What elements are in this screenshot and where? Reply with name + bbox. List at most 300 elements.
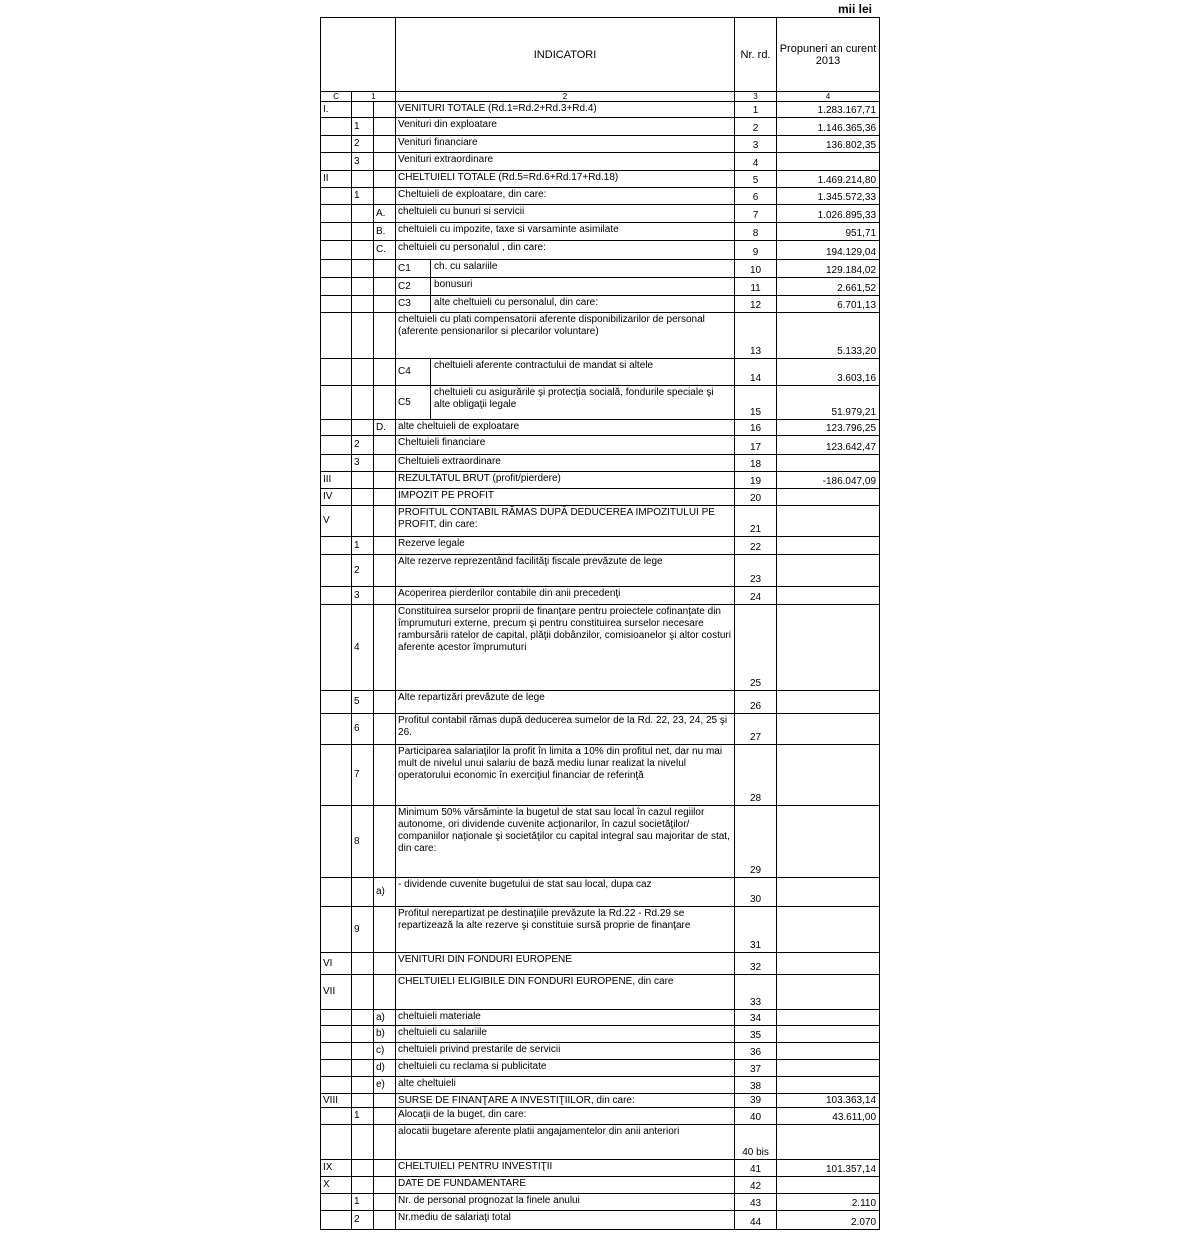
table-row bbox=[321, 1160, 880, 1177]
subsection-cell bbox=[352, 313, 374, 359]
section-cell bbox=[321, 188, 352, 205]
letter-cell bbox=[374, 1160, 396, 1177]
section-cell bbox=[321, 806, 352, 878]
table-row bbox=[321, 118, 880, 136]
table-row bbox=[321, 506, 880, 537]
row-number-cell: 30 bbox=[735, 878, 777, 907]
letter-cell bbox=[374, 1194, 396, 1211]
value-cell bbox=[777, 745, 880, 806]
indicator-cell bbox=[396, 386, 735, 420]
subsection-cell bbox=[352, 975, 374, 1010]
section-cell: VII bbox=[321, 975, 352, 1010]
subsection-cell: 1 bbox=[352, 188, 374, 205]
letter-cell bbox=[374, 506, 396, 537]
subsection-cell bbox=[352, 296, 374, 313]
section-cell: V bbox=[321, 506, 352, 537]
header-blank-cell bbox=[321, 18, 396, 92]
section-cell bbox=[321, 1026, 352, 1043]
column-index: 3 bbox=[735, 92, 777, 102]
section-cell: II bbox=[321, 171, 352, 188]
indicator-text: - dividende cuvenite bugetului de stat sau local, dupa caz bbox=[396, 878, 735, 907]
letter-cell: d) bbox=[374, 1060, 396, 1077]
value-cell bbox=[777, 806, 880, 878]
section-cell bbox=[321, 1060, 352, 1077]
subsection-cell bbox=[352, 953, 374, 975]
subsection-cell: 5 bbox=[352, 691, 374, 714]
header-indicatori: INDICATORI bbox=[396, 18, 735, 92]
subsection-cell: 1 bbox=[352, 1108, 374, 1125]
letter-cell bbox=[374, 907, 396, 953]
subsection-cell bbox=[352, 241, 374, 260]
indicator-cell bbox=[396, 278, 735, 296]
section-cell: VI bbox=[321, 953, 352, 975]
table-row bbox=[321, 975, 880, 1010]
table-row bbox=[321, 878, 880, 907]
letter-cell bbox=[374, 455, 396, 472]
row-number-cell: 28 bbox=[735, 745, 777, 806]
value-cell bbox=[777, 555, 880, 587]
subsection-cell bbox=[352, 420, 374, 436]
section-cell bbox=[321, 386, 352, 420]
subsection-cell: 2 bbox=[352, 136, 374, 153]
subcode-cell: C2 bbox=[396, 278, 431, 295]
indicator-text: VENITURI TOTALE (Rd.1=Rd.2+Rd.3+Rd.4) bbox=[396, 102, 735, 118]
indicator-text: IMPOZIT PE PROFIT bbox=[396, 489, 735, 506]
row-number-cell: 33 bbox=[735, 975, 777, 1010]
letter-cell bbox=[374, 745, 396, 806]
subcode-cell: C1 bbox=[396, 260, 431, 277]
table-row bbox=[321, 1194, 880, 1211]
value-cell bbox=[777, 975, 880, 1010]
indicator-text: Venituri din exploatare bbox=[396, 118, 735, 136]
subsection-cell bbox=[352, 1043, 374, 1060]
section-cell bbox=[321, 1108, 352, 1125]
row-number-cell: 5 bbox=[735, 171, 777, 188]
value-cell bbox=[777, 1125, 880, 1160]
indicator-text: cheltuieli cu reclama si publicitate bbox=[396, 1060, 735, 1077]
letter-cell bbox=[374, 1094, 396, 1108]
subsection-cell: 2 bbox=[352, 1211, 374, 1230]
table-row bbox=[321, 555, 880, 587]
value-cell: 2.661,52 bbox=[777, 278, 880, 296]
letter-cell bbox=[374, 714, 396, 745]
section-cell bbox=[321, 605, 352, 691]
row-number-cell: 14 bbox=[735, 359, 777, 386]
value-cell: 1.283.167,71 bbox=[777, 102, 880, 118]
letter-cell bbox=[374, 313, 396, 359]
table-row bbox=[321, 489, 880, 506]
value-cell bbox=[777, 1010, 880, 1026]
row-number-cell: 25 bbox=[735, 605, 777, 691]
budget-table-body bbox=[321, 18, 880, 1230]
letter-cell bbox=[374, 436, 396, 455]
value-cell: 43.611,00 bbox=[777, 1108, 880, 1125]
indicator-text: Nr.mediu de salariaţi total bbox=[396, 1211, 735, 1230]
letter-cell: a) bbox=[374, 1010, 396, 1026]
value-cell bbox=[777, 1077, 880, 1094]
value-cell bbox=[777, 537, 880, 555]
value-cell bbox=[777, 455, 880, 472]
subcode-cell: C5 bbox=[396, 386, 431, 419]
subsection-cell: 1 bbox=[352, 537, 374, 555]
table-row bbox=[321, 386, 880, 420]
row-number-cell: 21 bbox=[735, 506, 777, 537]
section-cell bbox=[321, 223, 352, 241]
table-row bbox=[321, 223, 880, 241]
indicator-text: Profitul contabil rămas după deducerea sumelor de la Rd. 22, 23, 24, 25 şi 26. bbox=[396, 714, 735, 745]
indicator-text: Venituri extraordinare bbox=[396, 153, 735, 171]
section-cell bbox=[321, 296, 352, 313]
row-number-cell: 41 bbox=[735, 1160, 777, 1177]
value-cell bbox=[777, 714, 880, 745]
section-cell bbox=[321, 1125, 352, 1160]
indicator-text: cheltuieli cu bunuri si servicii bbox=[396, 205, 735, 223]
value-cell: 6.701,13 bbox=[777, 296, 880, 313]
section-cell bbox=[321, 420, 352, 436]
value-cell: 123.642,47 bbox=[777, 436, 880, 455]
row-number-cell: 3 bbox=[735, 136, 777, 153]
section-cell bbox=[321, 260, 352, 278]
letter-cell bbox=[374, 555, 396, 587]
value-cell: 101.357,14 bbox=[777, 1160, 880, 1177]
subcode-cell: C4 bbox=[396, 359, 431, 385]
letter-cell bbox=[374, 1125, 396, 1160]
row-number-cell: 17 bbox=[735, 436, 777, 455]
section-cell bbox=[321, 205, 352, 223]
indicator-cell bbox=[396, 296, 735, 313]
value-cell bbox=[777, 1177, 880, 1194]
section-cell: I. bbox=[321, 102, 352, 118]
subsection-cell: 3 bbox=[352, 455, 374, 472]
table-row bbox=[321, 241, 880, 260]
value-cell bbox=[777, 907, 880, 953]
value-cell bbox=[777, 587, 880, 605]
letter-cell bbox=[374, 260, 396, 278]
indicator-text: PROFITUL CONTABIL RĂMAS DUPĂ DEDUCEREA IMPOZITULUI PE PROFIT, din care: bbox=[396, 506, 735, 537]
row-number-cell: 32 bbox=[735, 953, 777, 975]
subsection-cell: 1 bbox=[352, 118, 374, 136]
indicator-text: CHELTUIELI PENTRU INVESTIŢII bbox=[396, 1160, 735, 1177]
letter-cell bbox=[374, 806, 396, 878]
value-cell: 1.146.365,36 bbox=[777, 118, 880, 136]
table-row bbox=[321, 188, 880, 205]
row-number-cell: 43 bbox=[735, 1194, 777, 1211]
table-row bbox=[321, 953, 880, 975]
value-cell: 951,71 bbox=[777, 223, 880, 241]
table-row bbox=[321, 1026, 880, 1043]
letter-cell bbox=[374, 472, 396, 489]
section-cell bbox=[321, 555, 352, 587]
row-number-cell: 38 bbox=[735, 1077, 777, 1094]
table-row bbox=[321, 714, 880, 745]
value-cell: 136.802,35 bbox=[777, 136, 880, 153]
table-row bbox=[321, 420, 880, 436]
letter-cell bbox=[374, 188, 396, 205]
indicator-subgrid bbox=[396, 278, 734, 295]
table-row bbox=[321, 455, 880, 472]
table-row bbox=[321, 260, 880, 278]
section-cell bbox=[321, 691, 352, 714]
indicator-text: alte cheltuieli de exploatare bbox=[396, 420, 735, 436]
subsection-cell bbox=[352, 1094, 374, 1108]
subsection-cell bbox=[352, 223, 374, 241]
row-number-cell: 27 bbox=[735, 714, 777, 745]
letter-cell bbox=[374, 691, 396, 714]
unit-label: mii lei bbox=[838, 2, 873, 16]
table-row bbox=[321, 1060, 880, 1077]
subsection-cell bbox=[352, 102, 374, 118]
indicator-text: cheltuieli cu asigurările şi protecţia socială, fondurile speciale şi alte obligaţii legale bbox=[434, 387, 714, 410]
letter-cell bbox=[374, 278, 396, 296]
letter-cell: e) bbox=[374, 1077, 396, 1094]
subsection-cell bbox=[352, 1177, 374, 1194]
letter-cell bbox=[374, 489, 396, 506]
indicator-text: CHELTUIELI ELIGIBILE DIN FONDURI EUROPENE, din care bbox=[396, 975, 735, 1010]
indicator-text: Alte rezerve reprezentând facilităţi fiscale prevăzute de lege bbox=[396, 555, 735, 587]
value-cell: 194.129,04 bbox=[777, 241, 880, 260]
section-cell: III bbox=[321, 472, 352, 489]
letter-cell bbox=[374, 537, 396, 555]
indicator-text: Alocaţii de la buget, din care: bbox=[396, 1108, 735, 1125]
indicator-subgrid bbox=[396, 359, 734, 385]
section-cell bbox=[321, 587, 352, 605]
subsection-cell bbox=[352, 1160, 374, 1177]
row-number-cell: 22 bbox=[735, 537, 777, 555]
value-cell bbox=[777, 1043, 880, 1060]
letter-cell: A. bbox=[374, 205, 396, 223]
subsection-cell bbox=[352, 878, 374, 907]
subsection-cell bbox=[352, 205, 374, 223]
table-row bbox=[321, 102, 880, 118]
letter-cell bbox=[374, 1211, 396, 1230]
subsection-cell: 3 bbox=[352, 587, 374, 605]
section-cell bbox=[321, 907, 352, 953]
section-cell: IV bbox=[321, 489, 352, 506]
row-number-cell: 18 bbox=[735, 455, 777, 472]
indicator-cell bbox=[396, 359, 735, 386]
subsection-cell bbox=[352, 171, 374, 188]
table-row bbox=[321, 605, 880, 691]
row-number-cell: 8 bbox=[735, 223, 777, 241]
table-row bbox=[321, 1094, 880, 1108]
header-propuneri: Propuneri an curent 2013 bbox=[777, 18, 880, 92]
letter-cell: a) bbox=[374, 878, 396, 907]
section-cell bbox=[321, 436, 352, 455]
value-cell bbox=[777, 1026, 880, 1043]
indicator-subgrid bbox=[396, 296, 734, 312]
subsection-cell bbox=[352, 278, 374, 296]
indicator-text: SURSE DE FINANŢARE A INVESTIŢIILOR, din care: bbox=[396, 1094, 735, 1108]
letter-cell bbox=[374, 1177, 396, 1194]
header-nr-rd: Nr. rd. bbox=[735, 18, 777, 92]
table-row bbox=[321, 171, 880, 188]
subsection-cell bbox=[352, 1026, 374, 1043]
section-cell bbox=[321, 1077, 352, 1094]
value-cell: 2.070 bbox=[777, 1211, 880, 1230]
row-number-cell: 4 bbox=[735, 153, 777, 171]
indicator-text: REZULTATUL BRUT (profit/pierdere) bbox=[396, 472, 735, 489]
indicator-text: cheltuieli cu plati compensatorii aferente disponibilizarilor de personal (aferente pensionarilor si plecarilor voluntare) bbox=[396, 313, 735, 359]
indicator-text: cheltuieli cu salariile bbox=[396, 1026, 735, 1043]
letter-cell: C. bbox=[374, 241, 396, 260]
row-number-cell: 34 bbox=[735, 1010, 777, 1026]
letter-cell: B. bbox=[374, 223, 396, 241]
indicator-text: Participarea salariaţilor la profit în limita a 10% din profitul net, dar nu mai mult de nivelul unui salariu de bază mediu lunar realizat la nivelul operatorului economic în exerciţiul financiar de referinţă bbox=[396, 745, 735, 806]
subsection-cell bbox=[352, 472, 374, 489]
table-row bbox=[321, 806, 880, 878]
letter-cell bbox=[374, 171, 396, 188]
row-number-cell: 7 bbox=[735, 205, 777, 223]
subsection-cell: 9 bbox=[352, 907, 374, 953]
row-number-cell: 9 bbox=[735, 241, 777, 260]
indicator-cell bbox=[396, 260, 735, 278]
row-number-cell: 1 bbox=[735, 102, 777, 118]
section-cell bbox=[321, 455, 352, 472]
table-row bbox=[321, 1177, 880, 1194]
table-row bbox=[321, 313, 880, 359]
indicator-subgrid bbox=[396, 386, 734, 419]
value-cell bbox=[777, 489, 880, 506]
letter-cell bbox=[374, 102, 396, 118]
row-number-cell: 36 bbox=[735, 1043, 777, 1060]
value-cell bbox=[777, 605, 880, 691]
indicator-text: Profitul nerepartizat pe destinaţiile prevăzute la Rd.22 - Rd.29 se repartizează la alte rezerve şi constituie sursă proprie de finanţare bbox=[396, 907, 735, 953]
letter-cell bbox=[374, 953, 396, 975]
section-cell bbox=[321, 745, 352, 806]
section-cell bbox=[321, 537, 352, 555]
subsection-cell: 8 bbox=[352, 806, 374, 878]
table-row bbox=[321, 296, 880, 313]
value-cell: 123.796,25 bbox=[777, 420, 880, 436]
table-row bbox=[321, 153, 880, 171]
indicator-text: cheltuieli aferente contractului de mandat si altele bbox=[434, 360, 654, 371]
subsection-cell bbox=[352, 260, 374, 278]
table-row bbox=[321, 205, 880, 223]
row-number-cell: 26 bbox=[735, 691, 777, 714]
letter-cell bbox=[374, 975, 396, 1010]
section-cell bbox=[321, 1010, 352, 1026]
letter-cell: b) bbox=[374, 1026, 396, 1043]
value-cell: 51.979,21 bbox=[777, 386, 880, 420]
value-cell: -186.047,09 bbox=[777, 472, 880, 489]
row-number-cell: 39 bbox=[735, 1094, 777, 1108]
row-number-cell: 12 bbox=[735, 296, 777, 313]
letter-cell bbox=[374, 587, 396, 605]
section-cell bbox=[321, 241, 352, 260]
indicator-text: Rezerve legale bbox=[396, 537, 735, 555]
table-row bbox=[321, 1010, 880, 1026]
subsection-cell: 2 bbox=[352, 436, 374, 455]
value-cell bbox=[777, 691, 880, 714]
indicator-text: Nr. de personal prognozat la finele anului bbox=[396, 1194, 735, 1211]
value-cell: 1.345.572,33 bbox=[777, 188, 880, 205]
indicator-text: Constituirea surselor proprii de finanţare pentru proiectele cofinanţate din împrumuturi externe, precum şi pentru constituirea surselor necesare rambursării ratelor de capital, plăţii dobânzilor, comisioanelor şi altor costuri aferente acestor împrumuturi bbox=[396, 605, 735, 691]
letter-cell bbox=[374, 1108, 396, 1125]
subsection-cell bbox=[352, 1060, 374, 1077]
subsection-cell: 6 bbox=[352, 714, 374, 745]
table-row bbox=[321, 472, 880, 489]
table-row bbox=[321, 587, 880, 605]
column-index: 2 bbox=[396, 92, 735, 102]
indicator-text: DATE DE FUNDAMENTARE bbox=[396, 1177, 735, 1194]
column-index: C bbox=[321, 92, 352, 102]
table-row bbox=[321, 745, 880, 806]
indicator-text: cheltuieli privind prestarile de servicii bbox=[396, 1043, 735, 1060]
value-cell: 2.110 bbox=[777, 1194, 880, 1211]
row-number-cell: 44 bbox=[735, 1211, 777, 1230]
row-number-cell: 24 bbox=[735, 587, 777, 605]
value-cell bbox=[777, 1060, 880, 1077]
table-row bbox=[321, 136, 880, 153]
indicator-text: cheltuieli cu personalul , din care: bbox=[396, 241, 735, 260]
subsection-cell bbox=[352, 1077, 374, 1094]
indicator-subgrid bbox=[396, 260, 734, 277]
row-number-cell: 13 bbox=[735, 313, 777, 359]
section-cell bbox=[321, 1194, 352, 1211]
indicator-text: cheltuieli materiale bbox=[396, 1010, 735, 1026]
section-cell bbox=[321, 278, 352, 296]
subsection-cell bbox=[352, 1010, 374, 1026]
section-cell: VIII bbox=[321, 1094, 352, 1108]
row-number-cell: 40 bbox=[735, 1108, 777, 1125]
table-row bbox=[321, 907, 880, 953]
letter-cell bbox=[374, 118, 396, 136]
row-number-cell: 19 bbox=[735, 472, 777, 489]
table-row bbox=[321, 1211, 880, 1230]
row-number-cell: 35 bbox=[735, 1026, 777, 1043]
section-cell bbox=[321, 153, 352, 171]
letter-cell bbox=[374, 153, 396, 171]
table-row bbox=[321, 537, 880, 555]
letter-cell bbox=[374, 359, 396, 386]
value-cell: 1.469.214,80 bbox=[777, 171, 880, 188]
table-row bbox=[321, 278, 880, 296]
column-index: 4 bbox=[777, 92, 880, 102]
indicator-text: Cheltuieli financiare bbox=[396, 436, 735, 455]
section-cell bbox=[321, 714, 352, 745]
row-number-cell: 42 bbox=[735, 1177, 777, 1194]
indicator-text: CHELTUIELI TOTALE (Rd.5=Rd.6+Rd.17+Rd.18) bbox=[396, 171, 735, 188]
row-number-cell: 16 bbox=[735, 420, 777, 436]
row-number-cell: 37 bbox=[735, 1060, 777, 1077]
indicator-text: Alte repartizări prevăzute de lege bbox=[396, 691, 735, 714]
subsection-cell: 2 bbox=[352, 555, 374, 587]
row-number-cell: 10 bbox=[735, 260, 777, 278]
row-number-cell: 31 bbox=[735, 907, 777, 953]
subcode-cell: C3 bbox=[396, 296, 431, 312]
letter-cell bbox=[374, 386, 396, 420]
subsection-cell bbox=[352, 1125, 374, 1160]
indicator-text: Cheltuieli extraordinare bbox=[396, 455, 735, 472]
table-row bbox=[321, 1108, 880, 1125]
letter-cell bbox=[374, 136, 396, 153]
row-number-cell: 2 bbox=[735, 118, 777, 136]
subsection-cell bbox=[352, 506, 374, 537]
value-cell: 129.184,02 bbox=[777, 260, 880, 278]
table-row bbox=[321, 1125, 880, 1160]
subsection-cell: 4 bbox=[352, 605, 374, 691]
subsection-cell: 3 bbox=[352, 153, 374, 171]
row-number-cell: 23 bbox=[735, 555, 777, 587]
value-cell: 103.363,14 bbox=[777, 1094, 880, 1108]
value-cell bbox=[777, 153, 880, 171]
subsection-cell bbox=[352, 386, 374, 420]
indicator-text: Venituri financiare bbox=[396, 136, 735, 153]
column-index-row bbox=[321, 92, 880, 102]
section-cell bbox=[321, 313, 352, 359]
table-row bbox=[321, 436, 880, 455]
section-cell: X bbox=[321, 1177, 352, 1194]
